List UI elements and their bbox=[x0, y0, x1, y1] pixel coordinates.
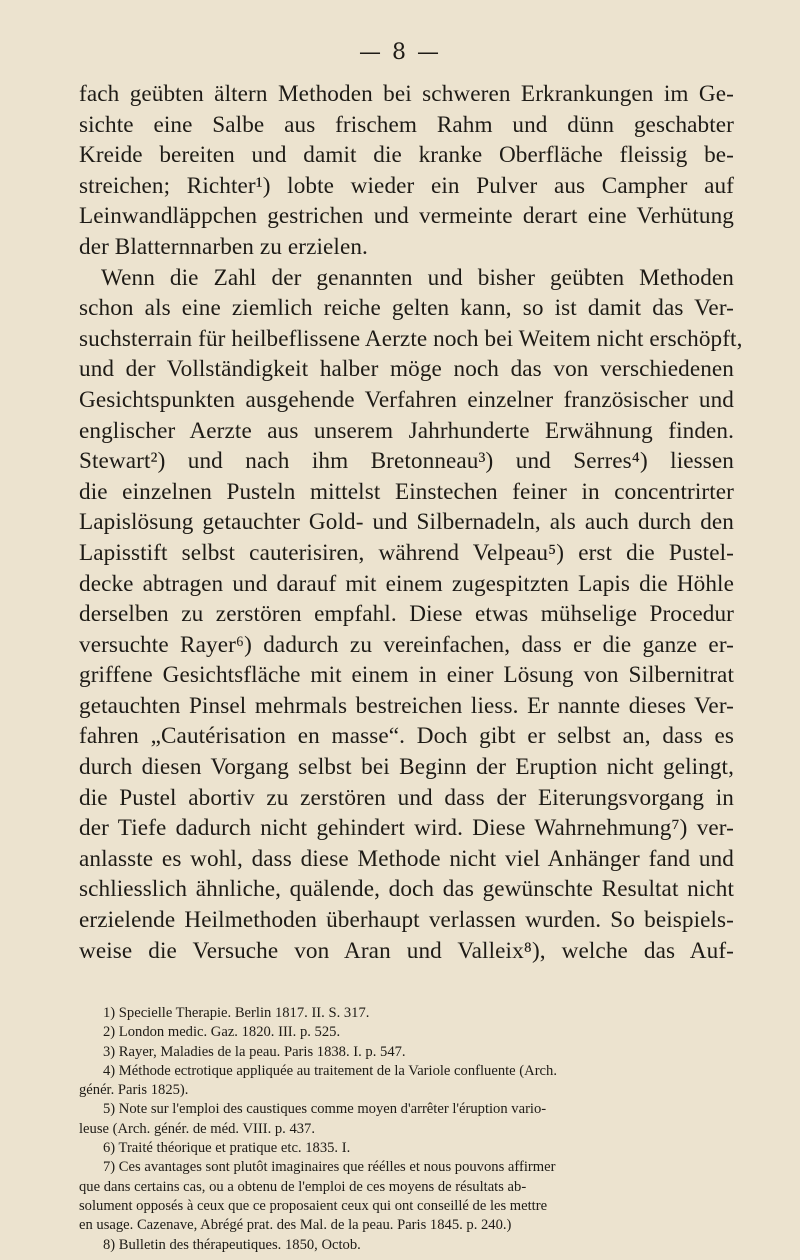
footnote: 6) Traité théorique et pratique etc. 1835. I. bbox=[103, 1140, 351, 1157]
footnote-continuation: en usage. Cazenave, Abrégé prat. des Mal. de la peau. Paris 1845. p. 240.) bbox=[79, 1217, 512, 1234]
body-line: Lapisstift selbst cauterisiren, während Velpeau⁵) erst die Pustel- bbox=[79, 539, 734, 566]
body-line: der Tiefe dadurch nicht gehindert wird. Diese Wahrnehmung⁷) ver- bbox=[79, 815, 734, 842]
body-line: fahren „Cautérisation en masse“. Doch gibt er selbst an, dass es bbox=[79, 723, 734, 750]
body-line: suchsterrain für heilbeflissene Aerzte noch bei Weitem nicht erschöpft, bbox=[79, 325, 743, 352]
body-line: Gesichtspunkten ausgehende Verfahren einzelner französischer und bbox=[79, 386, 734, 413]
body-line: Wenn die Zahl der genannten und bisher geübten Methoden bbox=[101, 264, 734, 291]
body-line: sichte eine Salbe aus frischem Rahm und dünn geschabter bbox=[79, 111, 734, 138]
body-line: die Pustel abortiv zu zerstören und dass der Eiterungsvorgang in bbox=[79, 784, 734, 811]
body-line: und der Vollständigkeit halber möge noch das von verschiedenen bbox=[79, 356, 734, 383]
body-line: anlasste es wohl, dass diese Methode nicht viel Anhänger fand und bbox=[79, 845, 734, 872]
body-line: englischer Aerzte aus unserem Jahrhunderte Erwähnung finden. bbox=[79, 417, 734, 444]
footnote: 3) Rayer, Maladies de la peau. Paris 1838. I. p. 547. bbox=[103, 1043, 406, 1060]
footnote: 7) Ces avantages sont plutôt imaginaires que réélles et nous pouvons affirmer bbox=[103, 1159, 556, 1176]
body-line: streichen; Richter¹) lobte wieder ein Pulver aus Campher auf bbox=[79, 172, 734, 199]
body-line: versuchte Rayer⁶) dadurch zu vereinfachen, dass er die ganze er- bbox=[79, 631, 734, 658]
main-text bbox=[79, 79, 743, 966]
footnote-continuation: que dans certains cas, ou a obtenu de l'emploi de ces moyens de résultats ab- bbox=[79, 1178, 527, 1195]
body-line: Kreide bereiten und damit die kranke Oberfläche fleissig be- bbox=[79, 142, 734, 169]
footnote-continuation: leuse (Arch. génér. de méd. VIII. p. 437. bbox=[79, 1120, 315, 1137]
body-line: Stewart²) und nach ihm Bretonneau³) und Serres⁴) liessen bbox=[79, 448, 734, 475]
body-line: erzielende Heilmethoden überhaupt verlassen wurden. So beispiels- bbox=[79, 907, 734, 934]
footnote: 8) Bulletin des thérapeutiques. 1850, Octob. bbox=[103, 1236, 361, 1253]
body-line: fach geübten ältern Methoden bei schweren Erkrankungen im Ge- bbox=[79, 81, 734, 107]
body-line: die einzelnen Pusteln mittelst Einstechen feiner in concentrirter bbox=[79, 478, 734, 505]
body-line: griffene Gesichtsfläche mit einem in einer Lösung von Silbernitrat bbox=[79, 662, 734, 689]
body-line: getauchten Pinsel mehrmals bestreichen liess. Er nannte dieses Ver- bbox=[79, 692, 734, 719]
footnote-continuation: génér. Paris 1825). bbox=[79, 1082, 189, 1099]
body-line: Lapislösung getauchter Gold- und Silbernadeln, als auch durch den bbox=[79, 509, 734, 536]
body-line: decke abtragen und darauf mit einem zugespitzten Lapis die Höhle bbox=[79, 570, 734, 597]
body-line: durch diesen Vorgang selbst bei Beginn der Eruption nicht gelingt, bbox=[79, 754, 734, 781]
body-line: der Blatternnarben zu erzielen. bbox=[79, 233, 368, 260]
footnote: 4) Méthode ectrotique appliquée au traitement de la Variole confluente (Arch. bbox=[103, 1062, 557, 1079]
body-line: weise die Versuche von Aran und Valleix⁸), welche das Auf- bbox=[79, 937, 734, 964]
footnote: 5) Note sur l'emploi des caustiques comme moyen d'arrêter l'éruption vario- bbox=[103, 1101, 547, 1118]
body-line: derselben zu zerstören empfahl. Diese etwas mühselige Procedur bbox=[79, 601, 734, 628]
footnote-continuation: solument opposés à ceux que ce proposaient ceux qui ont conseillé de les mettre bbox=[79, 1197, 548, 1214]
footnotes bbox=[79, 1004, 734, 1255]
footnote: 2) London medic. Gaz. 1820. III. p. 525. bbox=[103, 1024, 341, 1041]
body-line: Leinwandläppchen gestrichen und vermeinte derart eine Verhütung bbox=[79, 203, 734, 230]
footnote: 1) Specielle Therapie. Berlin 1817. II. S. 317. bbox=[103, 1005, 370, 1021]
body-line: schon als eine ziemlich reiche gelten kann, so ist damit das Ver- bbox=[79, 295, 734, 322]
page-number-header: — 8 — bbox=[359, 40, 441, 65]
body-line: schliesslich ähnliche, quälende, doch das gewünschte Resultat nicht bbox=[79, 876, 734, 903]
